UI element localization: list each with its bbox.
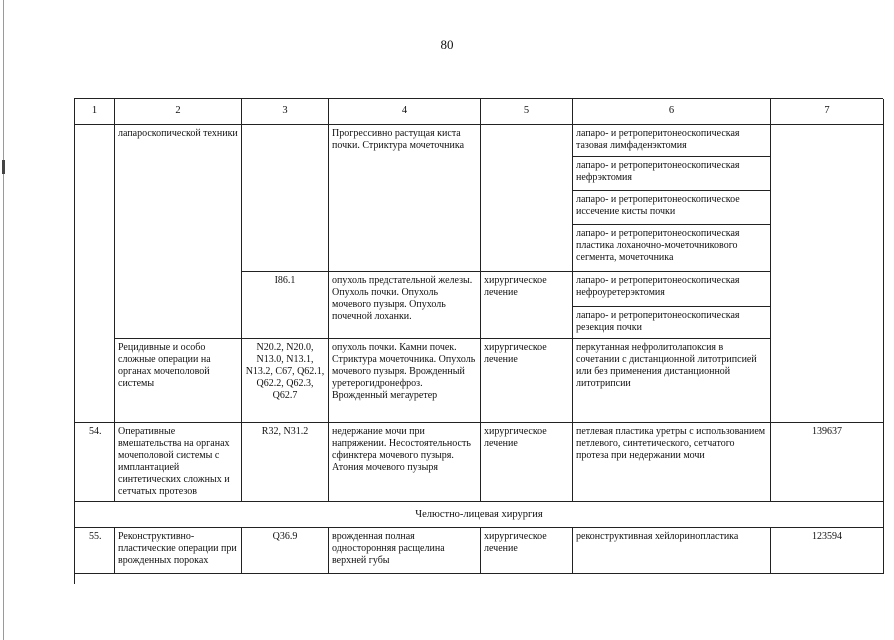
row-54-method: Оперативные вмешательства на органах мочеполовой системы с имплантацией синтетических сложных и сетчатых протезов bbox=[115, 423, 242, 502]
page-number: 80 bbox=[440, 37, 454, 52]
procedure-cell-plasty: лапаро- и ретроперитонеоскопическая пластика лоханочно-мочеточникового сегмента, мочеточника bbox=[573, 225, 771, 272]
icd-cell-empty bbox=[242, 125, 329, 272]
row-54-diagnosis: недержание мочи при напряжении. Несостоятельность сфинктера мочевого пузыря. Атония мочевого пузыря bbox=[329, 423, 481, 502]
method-cell-recurrent: Рецидивные и особо сложные операции на органах мочеполовой системы bbox=[115, 339, 242, 423]
row-54-procedure: петлевая пластика уретры с использованием петлевого, синтетического, сетчатого протеза при недержании мочи bbox=[573, 423, 771, 502]
number-cell-continued bbox=[75, 125, 115, 423]
section-title-maxillofacial: Челюстно-лицевая хирургия bbox=[75, 502, 884, 528]
header-col-3: 3 bbox=[242, 99, 329, 125]
diagnosis-cell-tumor: опухоль предстательной железы. Опухоль почки. Опухоль мочевого пузыря. Опухоль почечной лоханки. bbox=[329, 272, 481, 339]
treatment-cell-surgical-c: хирургическое лечение bbox=[481, 339, 573, 423]
row-54-cost: 139637 bbox=[771, 423, 884, 502]
header-col-4: 4 bbox=[329, 99, 481, 125]
procedure-cell-nephrectomy: лапаро- и ретроперитонеоскопическая нефрэктомия bbox=[573, 157, 771, 191]
diagnosis-cell-stones: опухоль почки. Камни почек. Стриктура мочеточника. Опухоль мочевого пузыря. Врожденный уретерогидронефроз. Врожденный мегауретер bbox=[329, 339, 481, 423]
procedure-cell-lymphadenectomy: лапаро- и ретроперитонеоскопическая тазовая лимфаденэктомия bbox=[573, 125, 771, 157]
icd-cell-i86: I86.1 bbox=[242, 272, 329, 339]
row-55-icd: Q36.9 bbox=[242, 528, 329, 574]
row-55-diagnosis: врожденная полная односторонняя расщелина верхней губы bbox=[329, 528, 481, 574]
row-55-treatment: хирургическое лечение bbox=[481, 528, 573, 574]
header-col-2: 2 bbox=[115, 99, 242, 125]
row-55-method: Реконструктивно-пластические операции при врожденных пороках bbox=[115, 528, 242, 574]
row-55-procedure: реконструктивная хейлоринопластика bbox=[573, 528, 771, 574]
procedure-cell-nephrolitholapaxy: перкутанная нефролитолапоксия в сочетании с дистанционной литотрипсией или без применения дистанционной литотрипсии bbox=[573, 339, 771, 423]
row-54-icd: R32, N31.2 bbox=[242, 423, 329, 502]
treatment-cell-surgical-b: хирургическое лечение bbox=[481, 272, 573, 339]
header-col-6: 6 bbox=[573, 99, 771, 125]
row-54-number: 54. bbox=[75, 423, 115, 502]
row-55-number: 55. bbox=[75, 528, 115, 574]
icd-cell-n20: N20.2, N20.0, N13.0, N13.1, N13.2, C67, Q62.1, Q62.2, Q62.3, Q62.7 bbox=[242, 339, 329, 423]
header-col-7: 7 bbox=[771, 99, 884, 125]
scan-edge-line bbox=[3, 0, 4, 640]
header-col-1: 1 bbox=[75, 99, 115, 125]
row-55-cost: 123594 bbox=[771, 528, 884, 574]
procedure-cell-cyst-excision: лапаро- и ретроперитонеоскопическое иссечение кисты почки bbox=[573, 191, 771, 225]
treatment-cell-empty bbox=[481, 125, 573, 272]
scan-binding-mark bbox=[2, 160, 5, 174]
procedure-cell-kidney-resection: лапаро- и ретроперитонеоскопическая резекция почки bbox=[573, 307, 771, 339]
header-col-5: 5 bbox=[481, 99, 573, 125]
method-cell-laparoscopic: лапароскопической техники bbox=[115, 125, 242, 339]
diagnosis-cell-cyst: Прогрессивно растущая киста почки. Стриктура мочеточника bbox=[329, 125, 481, 272]
medical-care-table bbox=[74, 98, 883, 584]
procedure-cell-nephroureterectomy: лапаро- и ретроперитонеоскопическая нефроуретерэктомия bbox=[573, 272, 771, 307]
row-54-treatment: хирургическое лечение bbox=[481, 423, 573, 502]
cost-cell-continued bbox=[771, 125, 884, 423]
